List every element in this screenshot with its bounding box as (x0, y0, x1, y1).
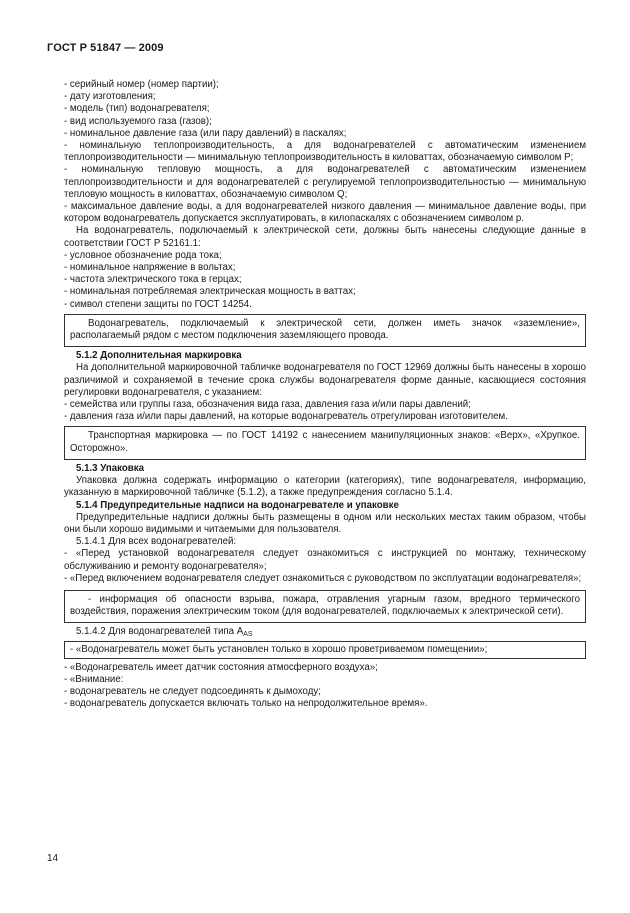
list-item: - номинальное напряжение в вольтах; (64, 262, 236, 274)
page-number: 14 (47, 853, 59, 864)
list-item: - номинальное давление газа (или пару давлений) в паскалях; (64, 127, 347, 139)
list-item: - «Перед установкой водонагревателя следует ознакомиться с инструкцией по монтажу, техническому обслуживанию и ремонту водонагревателя»; (64, 548, 586, 572)
subsection-5-1-4-2-title (64, 626, 586, 638)
list-item: - «Перед включением водонагревателя следует ознакомиться с руководством по эксплуатации водонагревателя»; (64, 572, 582, 584)
electric-intro-paragraph: На водонагреватель, подключаемый к электрической сети, должны быть нанесены следующие данные в соответствии ГОСТ Р 52161.1: (64, 225, 586, 249)
list-item: - номинальную тепловую мощность, а для водонагревателей с автоматическим изменением теплопроизводительности и для водонагревателей с регулируемой теплопроизводительностью — минимальную тепловую мощность в киловаттах, обозначаемую символом Q; (64, 164, 586, 200)
standard-header: ГОСТ Р 51847 — 2009 (47, 42, 164, 54)
list-item: - номинальную теплопроизводительность, а для водонагревателей с автоматическим изменением теплопроизводительности — минимальную теплопроизводительность в киловаттах, обозначаемую символом P; (64, 140, 586, 164)
section-5-1-4-paragraph: Предупредительные надписи должны быть размещены в одном или нескольких местах таким образом, чтобы они были хорошо видимыми и читаемыми для пользователя. (64, 511, 586, 535)
list-item: - серийный номер (номер партии); (64, 79, 219, 90)
section-5-1-2-paragraph: На дополнительной маркировочной табличке водонагревателя по ГОСТ 12969 должны быть нанесены в хорошо различимой и сохраняемой в течение срока службы водонагревателя форме данные, касающиеся состояния регулировки водонагревателя, с указанием: (64, 362, 586, 398)
list-item: - максимальное давление воды, а для водонагревателей низкого давления — минимальное давление воды, при котором водонагреватель допускается эксплуатировать, в килопаскалях с обозначением символом p. (64, 201, 586, 225)
type-subscript: AS (243, 631, 253, 639)
list-item: - модель (тип) водонагревателя; (64, 103, 210, 115)
list-item: - условное обозначение рода тока; (64, 249, 222, 261)
section-heading-5-1-4: 5.1.4 Предупредительные надписи на водонагревателе и упаковке (76, 499, 399, 511)
ventilation-note-box (64, 641, 586, 659)
list-item: - водонагреватель не следует подсоединять к дымоходу; (64, 686, 321, 698)
list-item: - символ степени защиты по ГОСТ 14254. (64, 298, 252, 310)
transport-marking-box: Транспортная маркировка — по ГОСТ 14192 с нанесением манипуляционных знаков: «Верх», «Хрупкое. Осторожно». (64, 426, 586, 459)
section-5-1-3-paragraph: Упаковка должна содержать информацию о категории (категориях), типе водонагревателя, информацию, указанную в маркировочной табличке (5.1.2), а также предупреждения согласно 5.1.4. (64, 475, 586, 499)
list-item: - номинальная потребляемая электрическая мощность в ваттах; (64, 286, 356, 298)
subsection-5-1-4-1-title: 5.1.4.1 Для всех водонагревателей: (76, 536, 237, 548)
document-body (64, 79, 586, 711)
list-item: - «Водонагреватель может быть установлен только в хорошо проветриваемом помещении»; (70, 643, 488, 655)
section-heading-5-1-2: 5.1.2 Дополнительная маркировка (76, 350, 242, 362)
subsection-5-1-4-2-title-text: 5.1.4.2 Для водонагревателей типа A (76, 626, 244, 638)
list-item: - дату изготовления; (64, 91, 156, 103)
list-item: - «Внимание: (64, 673, 124, 685)
grounding-note-box: Водонагреватель, подключаемый к электрической сети, должен иметь значок «заземление», располагаемый рядом с местом подключения заземляющего провода. (64, 314, 586, 347)
list-item: - давления газа и/или пары давлений, на которые водонагреватель отрегулирован изготовителем. (64, 411, 508, 423)
list-item: - семейства или группы газа, обозначения вида газа, давления газа и/или пары давлений; (64, 399, 471, 411)
hazard-info-box: - информация об опасности взрыва, пожара, отравления угарным газом, вредного термического воздействия, поражения электрическим током (для водонагревателей, подключаемых к электрической сети). (64, 590, 586, 623)
list-item: - частота электрического тока в герцах; (64, 274, 242, 286)
list-item: - вид используемого газа (газов); (64, 115, 212, 127)
list-item: - «Водонагреватель имеет датчик состояния атмосферного воздуха»; (64, 661, 378, 673)
section-heading-5-1-3: 5.1.3 Упаковка (76, 462, 144, 474)
list-item: - водонагреватель допускается включать только на непродолжительное время». (64, 698, 428, 710)
